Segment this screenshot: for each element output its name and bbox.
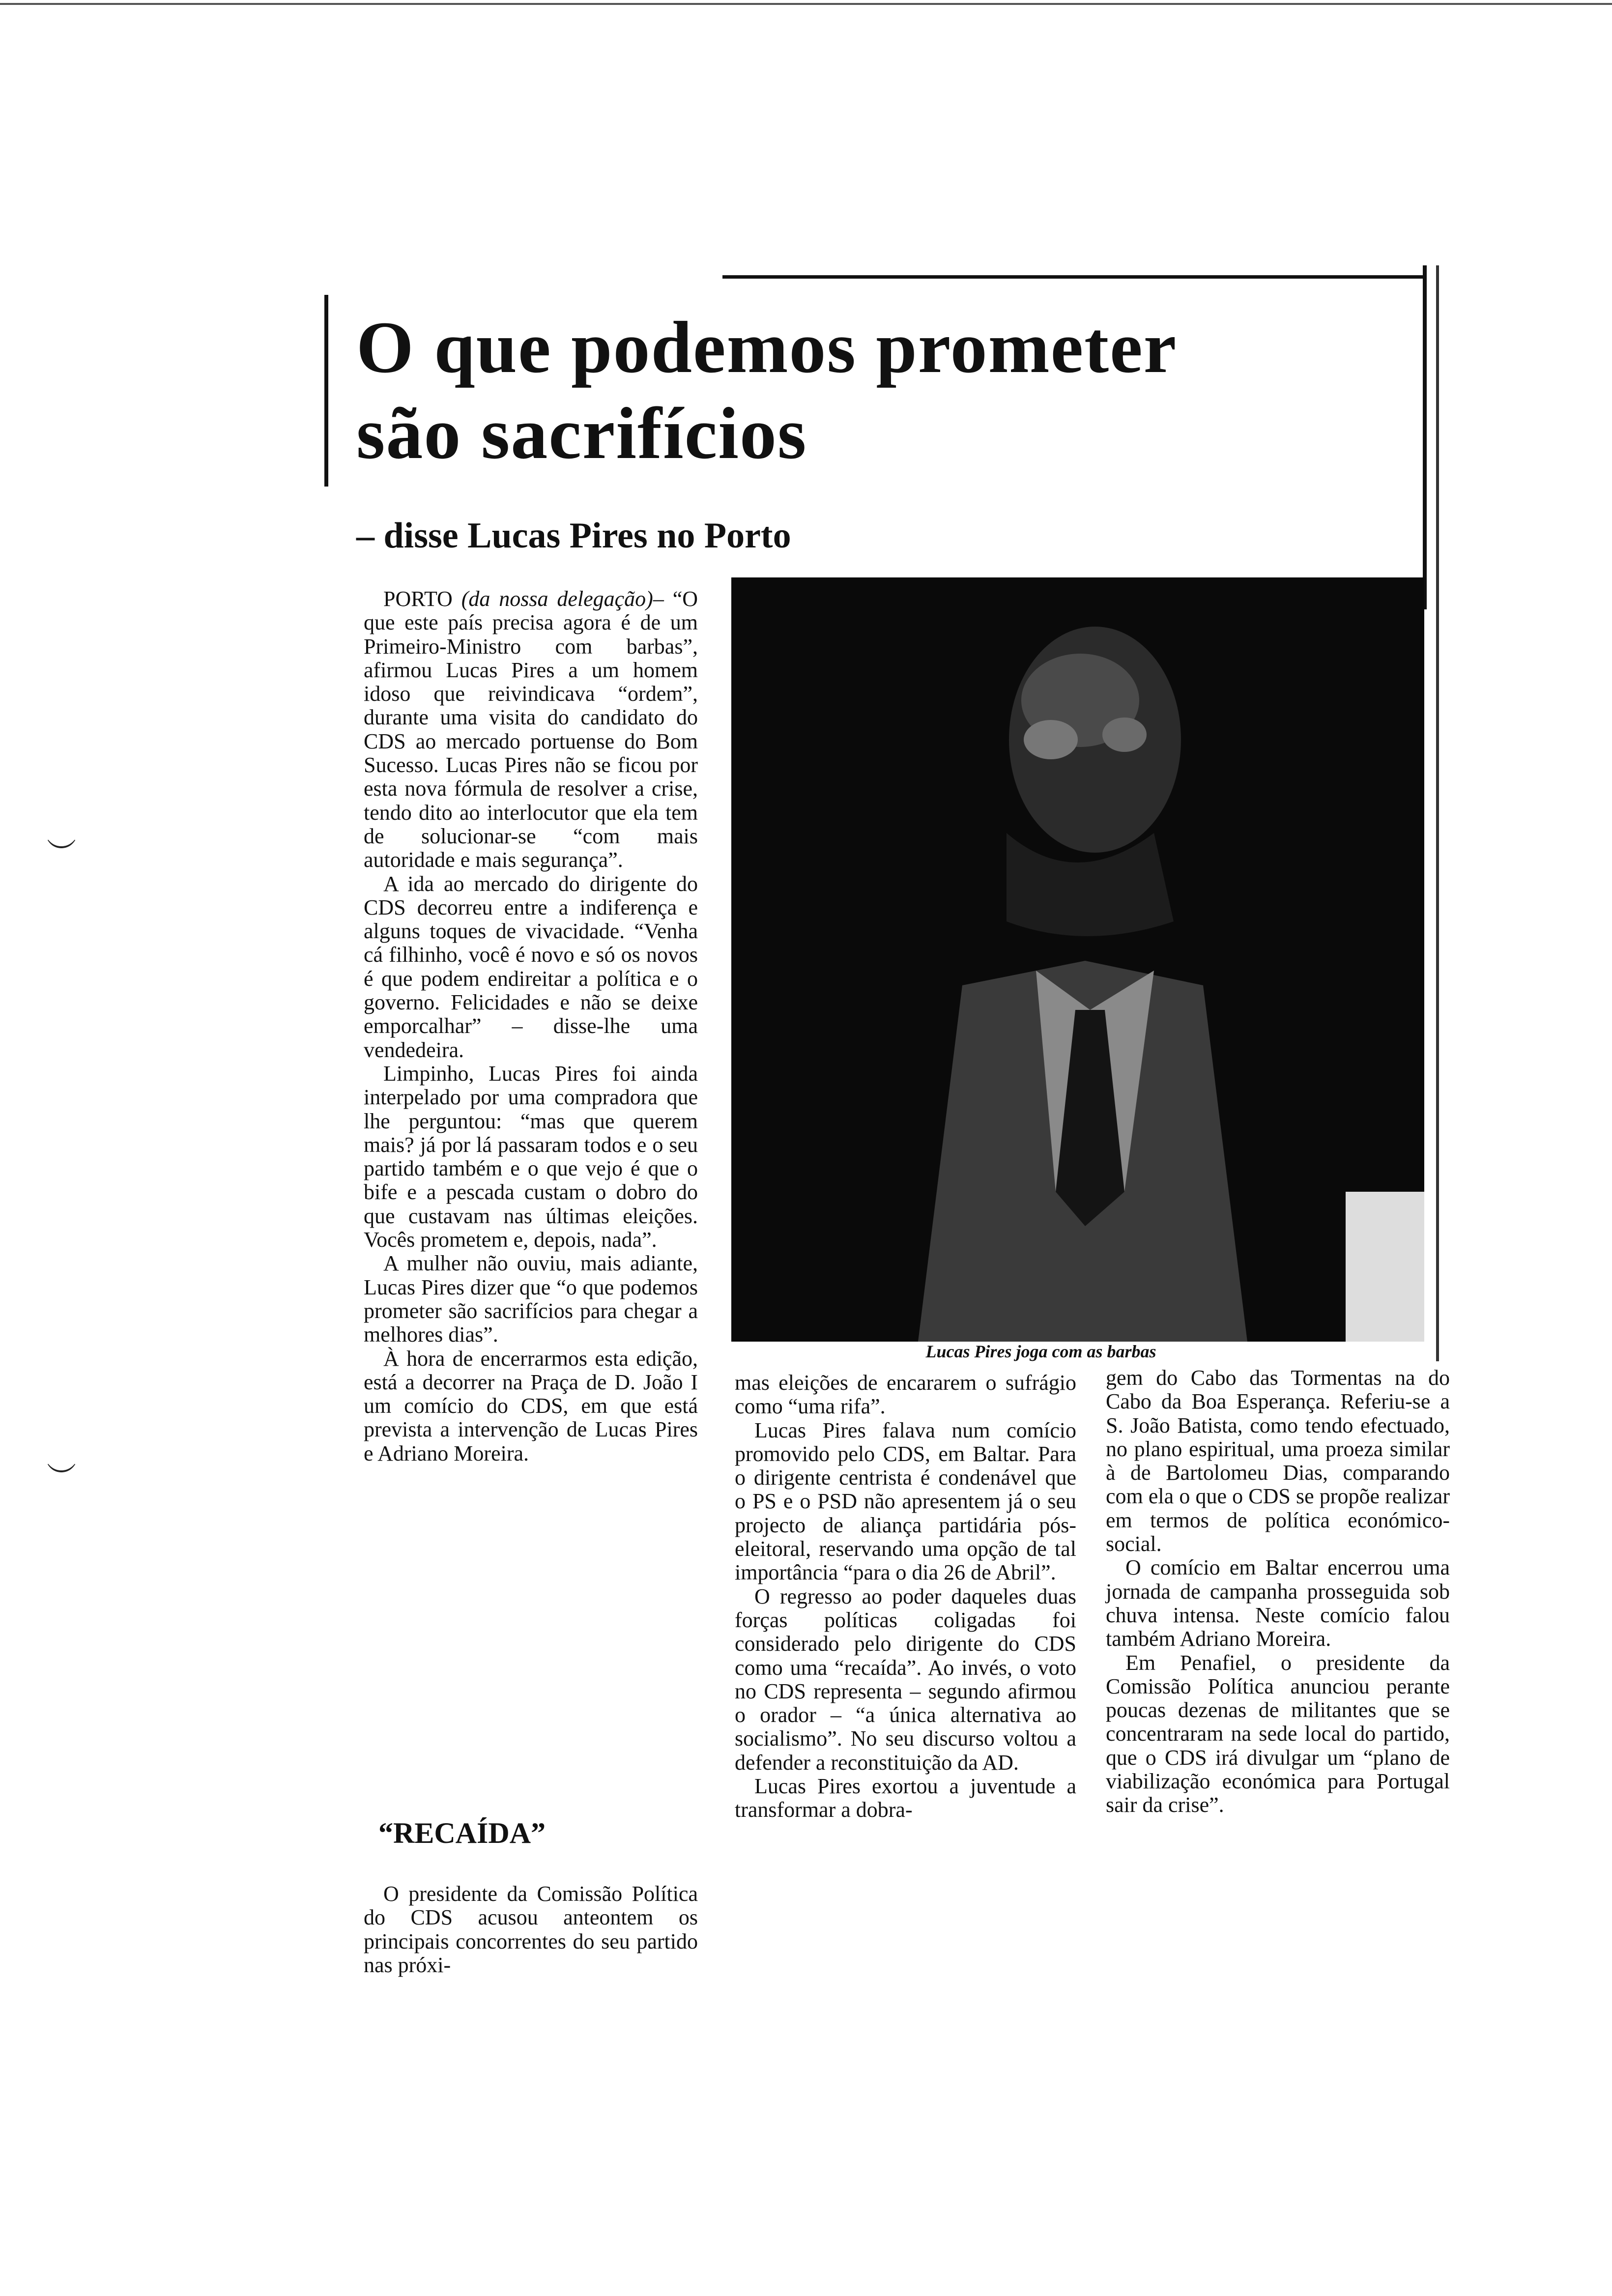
scan-mark-left-lower: ︶	[47, 1461, 76, 1495]
paragraph: Limpinho, Lucas Pires foi ainda interpelado por uma compradora que lhe perguntou: “mas que querem mais? já por lá passaram todos e o seu partido também e o que vejo é que o bife e a pescada custam o dobro do que custavam nas últimas eleições. Vocês prometem e, depois, nada”.	[364, 1061, 698, 1252]
top-edge-rule	[0, 3, 1612, 5]
article-column-3	[1106, 1366, 1450, 1817]
paragraph: Lucas Pires falava num comício promovido pelo CDS, em Baltar. Para o dirigente centrista é condenável que o PS e o PSD não apresentem já o seu projecto de aliança partidária pós-eleitoral, reservando uma opção de tal importância “para o dia 26 de Abril”.	[735, 1418, 1076, 1585]
paragraph: mas eleições de encararem o sufrágio como “uma rifa”.	[735, 1371, 1076, 1419]
paragraph: O comício em Baltar encerrou uma jornada de campanha prosseguida sob chuva intensa. Neste comício falou também Adriano Moreira.	[1106, 1555, 1450, 1651]
credit-line: (da nossa delegação)	[461, 587, 653, 611]
headline-line-1: O que podemos prometer	[356, 307, 1178, 388]
article-column-1-continued	[364, 1882, 698, 1977]
headline	[356, 305, 1413, 477]
frame-right-rule	[1423, 265, 1427, 609]
paragraph: À hora de encerrarmos esta edição, está a decorrer na Praça de D. João I um comício do CDS, em que está prevista a intervenção de Lucas Pires e Adriano Moreira.	[364, 1346, 698, 1465]
frame-right-rule-outer	[1436, 265, 1439, 1361]
paragraph: Em Penafiel, o presidente da Comissão Política anunciou perante poucas dezenas de militantes que se concentraram na sede local do partido, que o CDS irá divulgar um “plano de viabilização económica para Portugal sair da crise”.	[1106, 1650, 1450, 1817]
article-photo	[731, 577, 1424, 1342]
frame-top-rule	[722, 275, 1425, 279]
subheadline: – disse Lucas Pires no Porto	[356, 516, 791, 556]
paragraph: gem do Cabo das Tormentas na do Cabo da Boa Esperança. Referiu-se a S. João Batista, como tendo efectuado, no plano espiritual, uma proeza similar à de Bartolomeu Dias, comparando com ela o que o CDS se propõe realizar em termos de política económico-social.	[1106, 1366, 1450, 1556]
headline-line-2: são sacrifícios	[356, 393, 807, 474]
paragraph: O presidente da Comissão Política do CDS acusou anteontem os principais concorrentes do seu partido nas próxi-	[364, 1882, 698, 1977]
paragraph: – “O que este país precisa agora é de um Primeiro-Ministro com barbas”, afirmou Lucas Pires a um homem idoso que reivindicava “ordem”, durante uma visita do candidato do CDS ao mercado portuense do Bom Sucesso. Lucas Pires não se ficou por esta nova fórmula de resolver a crise, tendo dito ao interlocutor que ela tem de solucionar-se “com mais autoridade e mais segurança”.	[364, 587, 698, 872]
paragraph: A ida ao mercado do dirigente do CDS decorreu entre a indiferença e alguns toques de vivacidade. “Venha cá filhinho, você é novo e só os novos é que podem endireitar a política e o governo. Felicidades e não se deixe emporcalhar” – disse-lhe uma vendedeira.	[364, 871, 698, 1062]
frame-left-rule	[324, 295, 328, 487]
paragraph: Lucas Pires exortou a juventude a transformar a dobra-	[735, 1774, 1076, 1822]
paragraph: A mulher não ouviu, mais adiante, Lucas Pires dizer que “o que podemos prometer são sacrifícios para chegar a melhores dias”.	[364, 1251, 698, 1347]
scan-mark-left-upper: ︶	[47, 837, 76, 871]
photo-caption: Lucas Pires joga com as barbas	[925, 1342, 1156, 1361]
section-title: “RECAÍDA”	[378, 1817, 546, 1849]
portrait-illustration	[731, 577, 1424, 1342]
article-column-2	[735, 1371, 1076, 1822]
article-column-1	[364, 587, 698, 1465]
lead-paragraph	[364, 587, 698, 872]
dateline: PORTO	[383, 587, 453, 611]
paragraph: O regresso ao poder daqueles duas forças políticas coligadas foi considerado pelo dirigente do CDS como uma “recaída”. Ao invés, o voto no CDS representa – segundo afirmou o orador – “a única alternativa ao socialismo”. No seu discurso voltou a defender a reconstituição da AD.	[735, 1584, 1076, 1775]
